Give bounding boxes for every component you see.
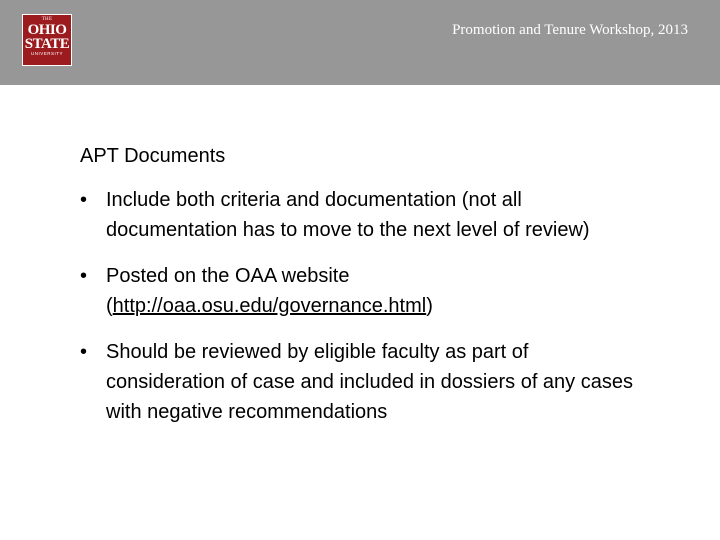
bullet-text-prefix: Posted on the OAA website ( (106, 265, 350, 317)
bullet-marker: • (80, 341, 88, 363)
bullet-item (80, 261, 650, 321)
logo-top-text: THE (41, 17, 53, 22)
bullet-text-suffix: ) (426, 295, 433, 317)
oaa-governance-link[interactable]: http://oaa.osu.edu/governance.html (112, 295, 427, 317)
bullet-text: Should be reviewed by eligible faculty as part of consideration of case and included in dossiers of any cases with negative recommendations (106, 341, 633, 423)
slide-title: APT Documents (80, 145, 226, 167)
bullet-item (80, 185, 650, 245)
slide-header (0, 0, 720, 85)
ohio-state-logo (22, 14, 72, 66)
bullet-marker: • (80, 265, 88, 287)
logo-main-text: OHIO STATE (24, 22, 70, 52)
logo-bottom-text: UNIVERSITY (30, 51, 63, 56)
bullet-text: Include both criteria and documentation (not all documentation has to move to the next level of review) (106, 189, 590, 241)
bullet-item (80, 337, 650, 427)
bullet-list (80, 185, 650, 443)
workshop-title: Promotion and Tenure Workshop, 2013 (452, 22, 688, 38)
bullet-marker: • (80, 189, 88, 211)
